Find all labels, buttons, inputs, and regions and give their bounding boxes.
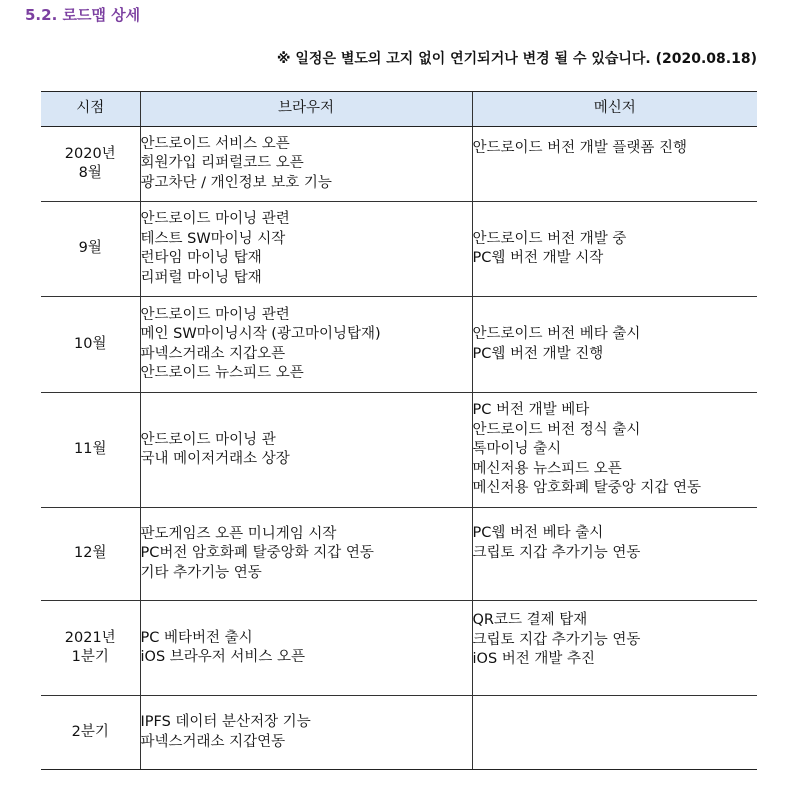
period-cell: [41, 393, 140, 508]
period-cell: [41, 601, 140, 696]
period-cell: [41, 696, 140, 770]
messenger-item: 메신저용 암호화폐 탈중앙 지갑 연동: [472, 480, 702, 497]
browser-item: 판도게임즈 오픈 미니게임 시작: [140, 525, 337, 542]
period-cell: [41, 202, 140, 297]
table-header-row: [41, 92, 757, 127]
messenger-cell: [472, 202, 757, 297]
browser-item: PC버전 암호화폐 탈중앙화 지갑 연동: [140, 545, 374, 562]
period-line: 9월: [78, 240, 102, 257]
table-row: [41, 127, 757, 202]
browser-cell: [140, 393, 472, 508]
messenger-cell: [472, 601, 757, 696]
period-line: 10월: [74, 335, 107, 352]
table-row: [41, 393, 757, 508]
browser-item: 메인 SW마이닝시작 (광고마이닝탑재): [140, 326, 381, 342]
period-line: 2분기: [71, 723, 109, 740]
messenger-cell: [472, 127, 757, 202]
section-title: 5.2. 로드맵 상세: [25, 6, 141, 24]
messenger-item: PC웹 버전 개발 진행: [472, 345, 604, 362]
period-line: 8월: [78, 165, 102, 181]
browser-item: 런타임 마이닝 탑재: [140, 250, 262, 266]
roadmap-table: [41, 91, 757, 770]
header-period: 시점: [41, 92, 140, 127]
browser-cell: [140, 127, 472, 202]
messenger-item: 메신저용 뉴스피드 오픈: [472, 460, 622, 477]
browser-item: 회원가입 리퍼럴코드 오픈: [140, 155, 304, 172]
period-line: 1분기: [71, 649, 109, 665]
browser-item: 광고차단 / 개인정보 보호 기능: [140, 174, 332, 191]
messenger-item: QR코드 결제 탑재: [472, 612, 588, 628]
messenger-item: 크립토 지갑 추가기능 연동: [472, 544, 641, 561]
period-cell: [41, 127, 140, 202]
messenger-cell: [472, 393, 757, 508]
browser-cell: [140, 508, 472, 601]
browser-item: 파넥스거래소 지갑연동: [140, 733, 286, 750]
browser-item: IPFS 데이터 분산저장 기능: [140, 714, 311, 730]
table-row: [41, 601, 757, 696]
messenger-item: iOS 버전 개발 추진: [472, 651, 596, 667]
browser-item: 안드로이드 마이닝 관: [140, 431, 276, 448]
browser-item: 국내 메이저거래소 상장: [140, 451, 290, 467]
period-line: 12월: [74, 545, 107, 562]
browser-item: 파넥스거래소 지갑오픈: [140, 345, 286, 362]
browser-item: PC 베타버전 출시: [140, 629, 253, 646]
table-row: [41, 696, 757, 770]
header-browser: 브라우저: [140, 92, 472, 127]
messenger-cell: [472, 696, 757, 770]
period-cell: [41, 508, 140, 601]
table-row: [41, 297, 757, 393]
table-row: [41, 202, 757, 297]
browser-item: 안드로이드 마이닝 관련: [140, 306, 290, 323]
browser-item: 기타 추가기능 연동: [140, 564, 262, 581]
browser-cell: [140, 601, 472, 696]
messenger-item: 안드로이드 버전 개발 중: [472, 230, 627, 247]
browser-item: 테스트 SW마이닝 시작: [140, 230, 286, 247]
messenger-cell: [472, 508, 757, 601]
period-cell: [41, 297, 140, 393]
browser-item: 안드로이드 마이닝 관련: [140, 211, 290, 227]
messenger-item: 크립토 지갑 추가기능 연동: [472, 631, 641, 648]
messenger-item: 안드로이드 버전 개발 플랫폼 진행: [472, 140, 688, 156]
browser-item: 안드로이드 뉴스피드 오픈: [140, 365, 304, 381]
messenger-item: 톡마이닝 출시: [472, 441, 562, 458]
messenger-item: PC 버전 개발 베타: [472, 402, 590, 419]
messenger-cell: [472, 297, 757, 393]
browser-item: 안드로이드 서비스 오픈: [140, 135, 290, 152]
period-line: 2021년: [64, 629, 116, 646]
schedule-notice: ※ 일정은 별도의 고지 없이 연기되거나 변경 될 수 있습니다. (2020.08.18): [276, 51, 757, 67]
messenger-item: PC웹 버전 베타 출시: [472, 525, 604, 541]
period-line: 11월: [74, 441, 107, 458]
browser-item: 리퍼럴 마이닝 탑재: [140, 269, 262, 286]
table-row: [41, 508, 757, 601]
browser-cell: [140, 297, 472, 393]
messenger-item: 안드로이드 버전 정식 출시: [472, 421, 641, 438]
header-messenger: 메신저: [472, 92, 757, 127]
browser-cell: [140, 696, 472, 770]
period-line: 2020년: [64, 145, 116, 162]
messenger-item: PC웹 버전 개발 시작: [472, 250, 604, 266]
messenger-item: 안드로이드 버전 베타 출시: [472, 326, 641, 342]
browser-item: iOS 브라우저 서비스 오픈: [140, 649, 306, 665]
browser-cell: [140, 202, 472, 297]
